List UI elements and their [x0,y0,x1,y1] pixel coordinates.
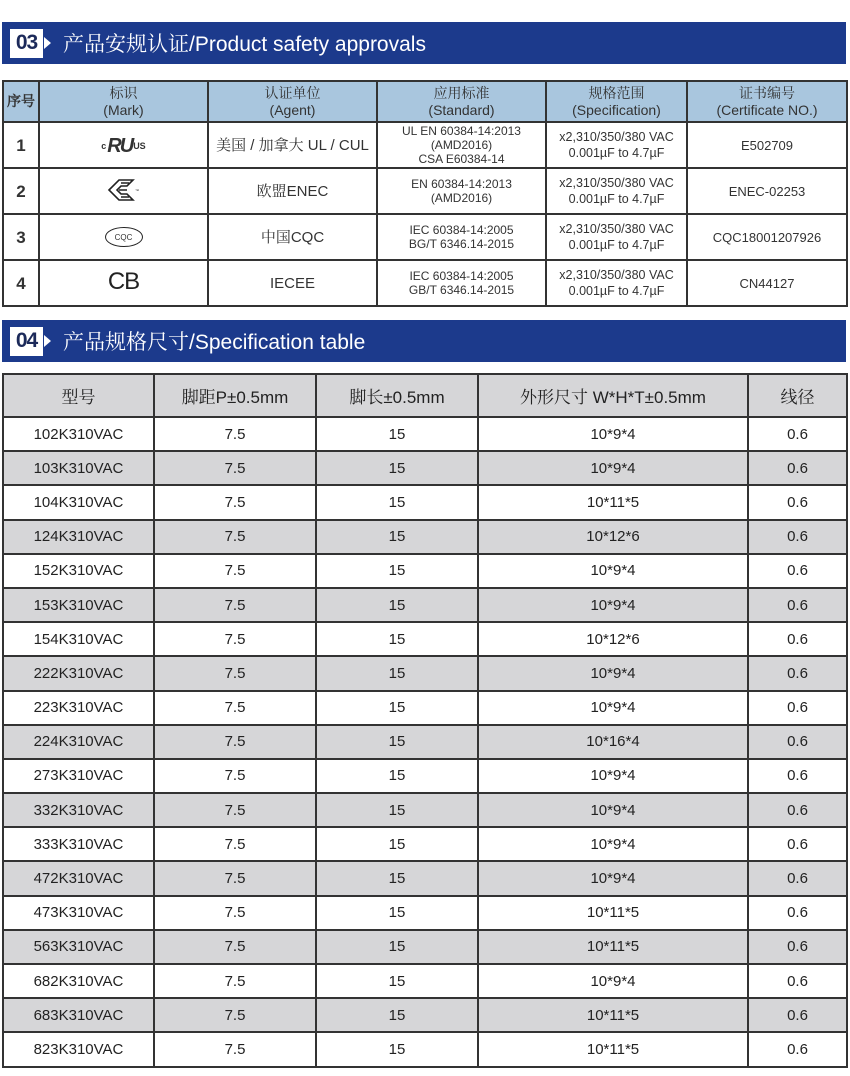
pitch-cell: 7.5 [154,725,316,759]
standard-line: BG/T 6346.14-2015 [408,237,515,251]
table-row [3,588,847,622]
standard-line: GB/T 6346.14-2015 [408,283,515,297]
model-cell: 154K310VAC [3,622,154,656]
header-mark [39,81,208,122]
table-row [3,554,847,588]
lead-length-cell: 15 [316,622,478,656]
mark-cell [39,260,208,306]
model-cell: 273K310VAC [3,759,154,793]
table-row [3,759,847,793]
section-04-header [2,320,846,362]
dimensions-cell: 10*9*4 [478,554,748,588]
model-cell: 823K310VAC [3,1032,154,1066]
header-cert-en: (Certificate NO.) [716,101,818,118]
pitch-cell: 7.5 [154,861,316,895]
lead-length-cell: 15 [316,827,478,861]
dimensions-cell: 10*9*4 [478,451,748,485]
pitch-cell: 7.5 [154,691,316,725]
lead-length-cell: 15 [316,417,478,451]
header-certificate [687,81,847,122]
model-cell: 152K310VAC [3,554,154,588]
dimensions-cell: 10*9*4 [478,588,748,622]
table-row [3,827,847,861]
model-cell: 682K310VAC [3,964,154,998]
header-index: 序号 [3,81,39,122]
pitch-cell: 7.5 [154,759,316,793]
table-row [3,168,847,214]
dimensions-cell: 10*16*4 [478,725,748,759]
table-row [3,214,847,260]
section-number: 03 [10,29,43,58]
wire-diameter-cell: 0.6 [748,759,847,793]
pitch-cell: 7.5 [154,622,316,656]
header-dimensions: 外形尺寸 W*H*T±0.5mm [478,374,748,417]
table-row [3,485,847,519]
wire-diameter-cell: 0.6 [748,622,847,656]
pitch-cell: 7.5 [154,554,316,588]
wire-diameter-cell: 0.6 [748,691,847,725]
section-title: 产品规格尺寸/Specification table [63,331,366,354]
cqc-mark-text: CQC [105,227,143,247]
spec-cell [546,168,687,214]
model-cell: 332K310VAC [3,793,154,827]
pitch-cell: 7.5 [154,930,316,964]
lead-length-cell: 15 [316,554,478,588]
certificate-cell: E502709 [687,122,847,168]
ul-logo-text: RU [107,134,133,157]
spec-table-body [3,417,847,1067]
row-index: 2 [3,168,39,214]
arrow-right-icon [44,335,51,347]
standard-cell [377,168,546,214]
wire-diameter-cell: 0.6 [748,485,847,519]
wire-diameter-cell: 0.6 [748,964,847,998]
agent-cell: 美国 / 加拿大 UL / CUL [208,122,377,168]
table-row [3,451,847,485]
lead-length-cell: 15 [316,451,478,485]
spec-line: x2,310/350/380 VAC [559,222,674,236]
dimensions-cell: 10*9*4 [478,793,748,827]
dimensions-cell: 10*9*4 [478,691,748,725]
ul-us-text: US [133,140,146,151]
spec-line: 0.001µF to 4.7µF [568,146,665,160]
model-cell: 102K310VAC [3,417,154,451]
model-cell: 683K310VAC [3,998,154,1032]
header-spec-cn: 规格范围 [588,84,645,101]
spec-line: 0.001µF to 4.7µF [568,238,665,252]
lead-length-cell: 15 [316,588,478,622]
spec-line: x2,310/350/380 VAC [559,176,674,190]
dimensions-cell: 10*12*6 [478,622,748,656]
row-index: 1 [3,122,39,168]
lead-length-cell: 15 [316,656,478,690]
header-spec-en: (Specification) [572,101,661,118]
certificate-cell: CQC18001207926 [687,214,847,260]
model-cell: 153K310VAC [3,588,154,622]
table-row [3,691,847,725]
standard-line: IEC 60384-14:2005 [409,223,514,237]
table-row [3,861,847,895]
row-index: 3 [3,214,39,260]
table-row [3,725,847,759]
lead-length-cell: 15 [316,691,478,725]
lead-length-cell: 15 [316,1032,478,1066]
header-mark-en: (Mark) [103,101,144,118]
table-row [3,417,847,451]
table-row [3,1032,847,1066]
specification-table [2,373,848,1068]
agent-cell: 中国CQC [208,214,377,260]
standard-line: CSA E60384-14 [418,152,505,166]
header-pitch: 脚距P±0.5mm [154,374,316,417]
lead-length-cell: 15 [316,725,478,759]
wire-diameter-cell: 0.6 [748,588,847,622]
dimensions-cell: 10*11*5 [478,930,748,964]
table-row [3,793,847,827]
model-cell: 124K310VAC [3,520,154,554]
wire-diameter-cell: 0.6 [748,827,847,861]
model-cell: 472K310VAC [3,861,154,895]
spec-line: x2,310/350/380 VAC [559,130,674,144]
header-standard-en: (Standard) [428,101,495,118]
header-agent-en: (Agent) [269,101,316,118]
table-row [3,656,847,690]
model-cell: 473K310VAC [3,896,154,930]
standard-line: (AMD2016) [430,191,493,205]
dimensions-cell: 10*9*4 [478,861,748,895]
header-agent [208,81,377,122]
wire-diameter-cell: 0.6 [748,896,847,930]
lead-length-cell: 15 [316,793,478,827]
wire-diameter-cell: 0.6 [748,1032,847,1066]
table-row [3,964,847,998]
model-cell: 223K310VAC [3,691,154,725]
standard-cell [377,122,546,168]
lead-length-cell: 15 [316,964,478,998]
spec-cell [546,214,687,260]
wire-diameter-cell: 0.6 [748,417,847,451]
wire-diameter-cell: 0.6 [748,793,847,827]
model-cell: 104K310VAC [3,485,154,519]
table-row [3,622,847,656]
dimensions-cell: 10*9*4 [478,417,748,451]
lead-length-cell: 15 [316,930,478,964]
agent-cell: IECEE [208,260,377,306]
cb-mark-icon: CB [107,268,140,295]
wire-diameter-cell: 0.6 [748,725,847,759]
pitch-cell: 7.5 [154,520,316,554]
dimensions-cell: 10*9*4 [478,656,748,690]
section-03-header [2,22,846,64]
row-index: 4 [3,260,39,306]
table-row [3,998,847,1032]
pitch-cell: 7.5 [154,451,316,485]
table-row [3,520,847,554]
standard-cell [377,214,546,260]
dimensions-cell: 10*11*5 [478,998,748,1032]
section-title: 产品安规认证/Product safety approvals [63,33,426,56]
dimensions-cell: 10*9*4 [478,964,748,998]
spec-line: 0.001µF to 4.7µF [568,192,665,206]
pitch-cell: 7.5 [154,485,316,519]
header-specification [546,81,687,122]
spec-line: 0.001µF to 4.7µF [568,284,665,298]
standard-line: EN 60384-14:2013 [411,177,512,191]
ul-cul-mark-icon [101,134,146,157]
lead-length-cell: 15 [316,520,478,554]
wire-diameter-cell: 0.6 [748,451,847,485]
spec-cell [546,122,687,168]
wire-diameter-cell: 0.6 [748,520,847,554]
standard-cell [377,260,546,306]
dimensions-cell: 10*9*4 [478,827,748,861]
pitch-cell: 7.5 [154,1032,316,1066]
cqc-mark-icon [105,227,143,247]
header-model: 型号 [3,374,154,417]
model-cell: 224K310VAC [3,725,154,759]
table-row [3,122,847,168]
table-header-row [3,374,847,417]
pitch-cell: 7.5 [154,588,316,622]
wire-diameter-cell: 0.6 [748,656,847,690]
wire-diameter-cell: 0.6 [748,930,847,964]
model-cell: 563K310VAC [3,930,154,964]
header-standard [377,81,546,122]
dimensions-cell: 10*11*5 [478,1032,748,1066]
header-wire-diameter: 线径 [748,374,847,417]
mark-cell [39,122,208,168]
dimensions-cell: 10*12*6 [478,520,748,554]
arrow-right-icon [44,37,51,49]
enec-mark-icon [107,178,141,202]
wire-diameter-cell: 0.6 [748,861,847,895]
table-header-row [3,81,847,122]
mark-cell [39,214,208,260]
spec-line: x2,310/350/380 VAC [559,268,674,282]
header-lead-length: 脚长±0.5mm [316,374,478,417]
standard-line: (AMD2016) [430,138,493,152]
agent-cell: 欧盟ENEC [208,168,377,214]
header-cert-cn: 证书编号 [739,84,795,101]
lead-length-cell: 15 [316,485,478,519]
header-mark-cn: 标识 [109,84,138,101]
pitch-cell: 7.5 [154,827,316,861]
lead-length-cell: 15 [316,998,478,1032]
mark-cell [39,168,208,214]
wire-diameter-cell: 0.6 [748,554,847,588]
pitch-cell: 7.5 [154,656,316,690]
spec-cell [546,260,687,306]
table-row [3,260,847,306]
pitch-cell: 7.5 [154,896,316,930]
certificate-cell: CN44127 [687,260,847,306]
ul-c-text: c [101,140,107,151]
dimensions-cell: 10*9*4 [478,759,748,793]
lead-length-cell: 15 [316,861,478,895]
pitch-cell: 7.5 [154,964,316,998]
standard-line: UL EN 60384-14:2013 [402,124,521,138]
pitch-cell: 7.5 [154,793,316,827]
wire-diameter-cell: 0.6 [748,998,847,1032]
table-row [3,930,847,964]
lead-length-cell: 15 [316,759,478,793]
model-cell: 333K310VAC [3,827,154,861]
table-row [3,896,847,930]
svg-text:™: ™ [134,187,139,193]
dimensions-cell: 10*11*5 [478,485,748,519]
certificate-cell: ENEC-02253 [687,168,847,214]
pitch-cell: 7.5 [154,417,316,451]
standard-line: IEC 60384-14:2005 [409,269,514,283]
model-cell: 222K310VAC [3,656,154,690]
lead-length-cell: 15 [316,896,478,930]
model-cell: 103K310VAC [3,451,154,485]
section-number: 04 [10,327,43,356]
pitch-cell: 7.5 [154,998,316,1032]
header-agent-cn: 认证单位 [264,84,321,101]
safety-approvals-table [2,80,848,307]
dimensions-cell: 10*11*5 [478,896,748,930]
header-standard-cn: 应用标准 [433,84,490,101]
